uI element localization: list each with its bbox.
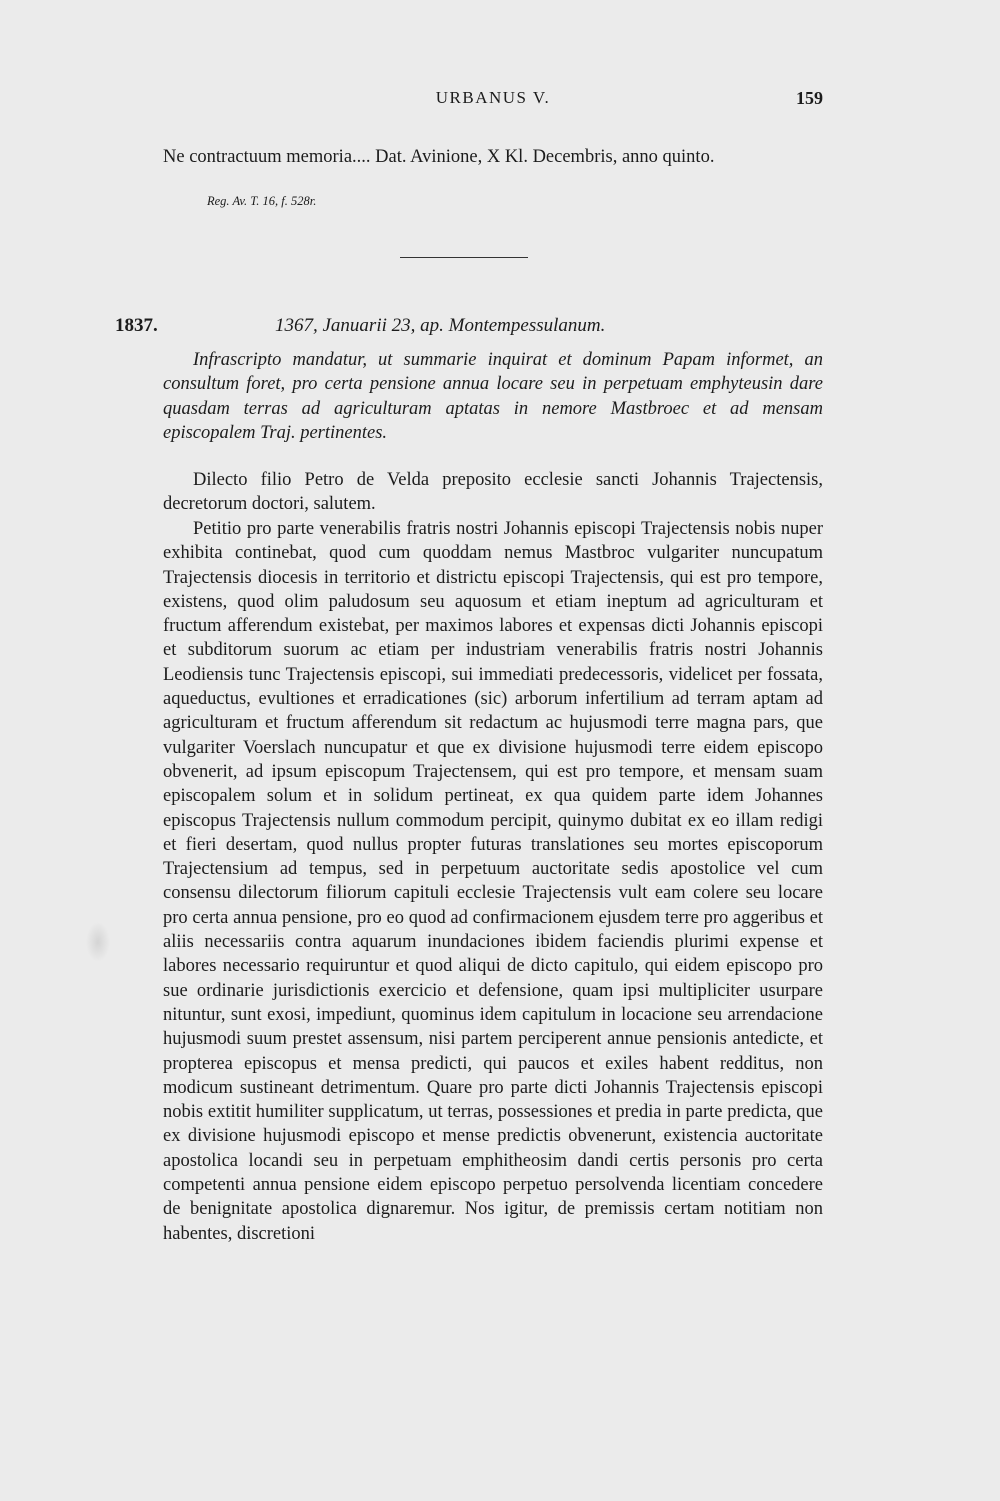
document-date: 1367, Januarii 23, ap. Montempessulanum. <box>275 315 606 336</box>
previous-entry-closing: Ne contractuum memoria.... Dat. Avinione, X Kl. Decembris, anno quinto. <box>163 147 715 167</box>
salutation: Dilecto filio Petro de Velda preposito ecclesie sancti Johannis Trajectensis, decretorum doctori, salutem. <box>163 470 823 515</box>
page-header <box>163 88 823 118</box>
document-summary: Infrascripto mandatur, ut summarie inquirat et dominum Papam informet, an consultum foret, pro certa pensione annua locare seu in perpetuam emphyteusin dare quasdam terras ad agriculturam aptatas in nemore Mastbroec et ad mensam episcopalem Traj. pertinentes. <box>163 350 823 443</box>
register-reference: Reg. Av. T. 16, f. 528r. <box>207 194 317 208</box>
section-divider <box>400 257 528 258</box>
document-body: Petitio pro parte venerabilis fratris nostri Johannis episcopi Trajectensis nobis nuper exhibita continebat, quod cum quoddam nemus Mastbroc vulgariter nuncupatum Trajectensis diocesis in territorio et districtu episcopi Trajectensis, qui est pro tempore, existens, quod olim paludosum seu aquosum et etiam ineptum ad agriculturam et fructum afferendum existebat, per maximos labores et expensas dicti Johannis episcopi et subditorum suorum ac etiam per industriam venerabilis fratris nostri Johannis Leodiensis tunc Trajectensis episcopi, sui immediati predecessoris, videlicet per fossata, aqueductus, evultiones et erradicationes (sic) arborum infertilium ad terram aptam ad agriculturam et fructum afferendum sit redactum ac hujusmodi terre magna pars, que vulgariter Voerslach nuncupatur et que ex divisione hujusmodi terre eidem episcopo obvenerit, ad ipsum episcopum Trajectensem, qui est pro tempore, et mensam suam episcopalem solum et in solidum pertineat, ex qua quidem parte idem Johannes episcopus Trajectensis nullum commodum percipit, quinymo dubitat ex eo illam redigi et fieri desertam, quod nullus propter futuras translationes seu mortes episcoporum Trajectensium ad tempus, sed in perpetuum auctoritate sedis apostolice vel cum consensu dilectorum filiorum capituli ecclesie Trajectensis vult eam colere seu locare pro certa annua pensione, pro eo quod ad confirmacionem ejusdem terre pro aggeribus et aliis necessariis contra aquarum inundaciones ibidem faciendis plurimi expense et labores necessario requiruntur et quod aliqui de dicto capitulo, qui eidem episcopo pro sue ordinarie jurisdictionis exercicio et defensione, quam ipsi multipliciter usurpare nituntur, sunt exosi, impediunt, quominus idem capitulum in locacione seu arrendacione hujusmodi suum prestet assensum, nisi partem perciperent annue pensionis antedicte, et propterea episcopus et mensa predicti, qui paucos et exiles habent redditus, non modicum sustineant detrimentum. Quare pro parte dicti Johannis Trajectensis episcopi nobis extitit humiliter supplicatum, ut terras, possessiones et predia in parte predicta, que ex divisione hujusmodi episcopo et mense predictis obvenerunt, existencia auctoritate apostolica locandi seu in perpetuam emphitheosim dandi certis personis pro certa competenti annua pensione eidem episcopo perpetuo persolvenda licentiam concedere de benignitate apostolica dignaremur. Nos igitur, de premissis certam notitiam non habentes, discretioni <box>163 519 823 1244</box>
document-number: 1837. <box>115 315 158 336</box>
page-number: 159 <box>796 88 823 108</box>
scan-smudge <box>86 922 110 962</box>
running-title: URBANUS V. <box>435 88 551 107</box>
